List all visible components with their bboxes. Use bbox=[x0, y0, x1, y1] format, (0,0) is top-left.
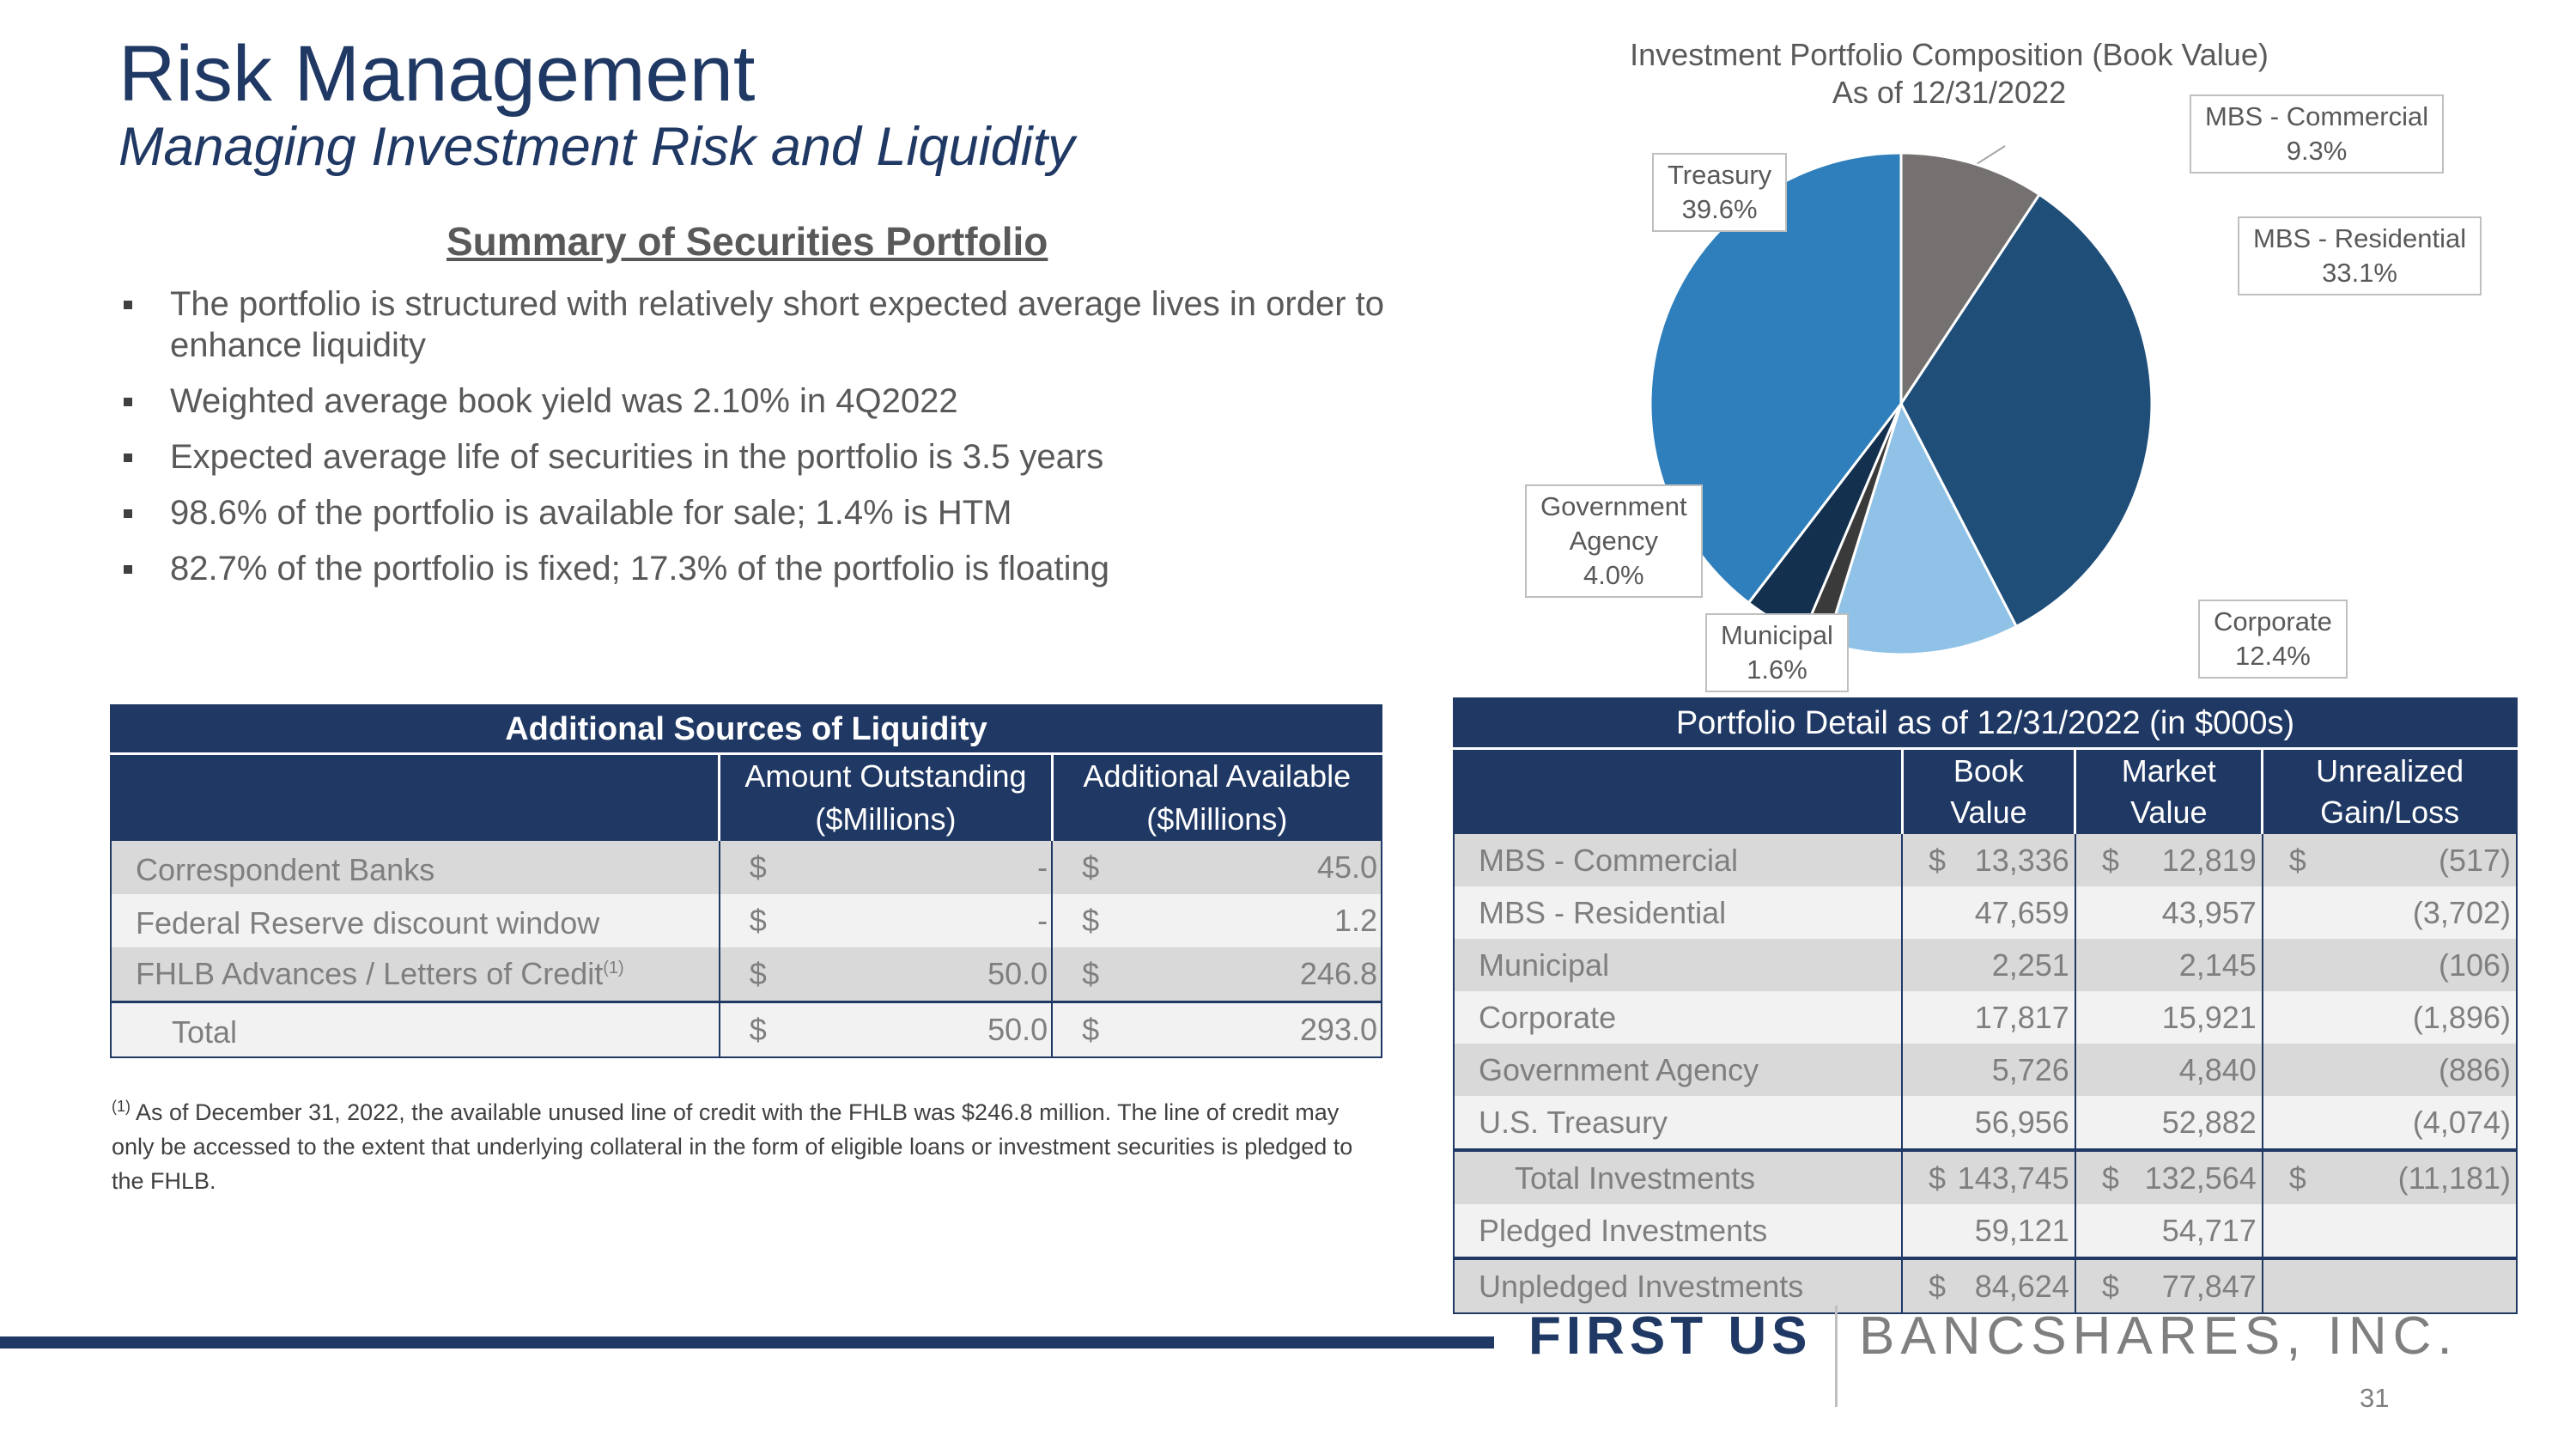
dollar-sign bbox=[2263, 1204, 2306, 1258]
dollar-sign bbox=[2263, 1044, 2306, 1096]
dollar-sign bbox=[2263, 939, 2306, 991]
page-title: Risk Management bbox=[118, 30, 756, 118]
dollar-sign: $ bbox=[720, 1002, 767, 1058]
dollar-sign bbox=[2263, 886, 2306, 939]
unrealized-gain-loss: (517) bbox=[2306, 834, 2517, 886]
callout-mbs-commercial: MBS - Commercial 9.3% bbox=[2190, 94, 2444, 174]
liquidity-table bbox=[110, 704, 1382, 1058]
dollar-sign: $ bbox=[2075, 1258, 2119, 1313]
book-value: 17,817 bbox=[1946, 991, 2075, 1044]
additional-available: 246.8 bbox=[1099, 947, 1382, 1002]
bullet-item: 98.6% of the portfolio is available for sale; 1.4% is HTM bbox=[118, 492, 1406, 533]
bullet-item: 82.7% of the portfolio is fixed; 17.3% of the portfolio is floating bbox=[118, 548, 1406, 589]
unrealized-gain-loss: (886) bbox=[2306, 1044, 2517, 1096]
dollar-sign bbox=[1902, 991, 1946, 1044]
book-value: 2,251 bbox=[1946, 939, 2075, 991]
amount-outstanding: 50.0 bbox=[767, 947, 1052, 1002]
table-row bbox=[1454, 1150, 2517, 1204]
dollar-sign bbox=[1902, 1204, 1946, 1258]
table-row bbox=[111, 894, 1382, 947]
dollar-sign: $ bbox=[1052, 894, 1099, 947]
row-label: Federal Reserve discount window bbox=[111, 894, 720, 947]
logo-separator bbox=[1835, 1306, 1838, 1407]
callout-mbs-residential: MBS - Residential 33.1% bbox=[2238, 216, 2482, 295]
portfolio-header-blank bbox=[1454, 749, 1902, 835]
bullet-item: Weighted average book yield was 2.10% in 4Q2022 bbox=[118, 381, 1406, 422]
book-value: 59,121 bbox=[1946, 1204, 2075, 1258]
book-value: 84,624 bbox=[1946, 1258, 2075, 1313]
summary-heading: Summary of Securities Portfolio bbox=[447, 219, 1048, 264]
callout-municipal: Municipal 1.6% bbox=[1705, 613, 1849, 692]
callout-corporate: Corporate 12.4% bbox=[2198, 600, 2348, 679]
dollar-sign: $ bbox=[720, 894, 767, 947]
portfolio-header-book: Book Value bbox=[1902, 749, 2075, 835]
table-row bbox=[1454, 1204, 2517, 1258]
book-value: 47,659 bbox=[1946, 886, 2075, 939]
row-label: MBS - Residential bbox=[1454, 886, 1902, 939]
dollar-sign: $ bbox=[1902, 834, 1946, 886]
book-value: 13,336 bbox=[1946, 834, 2075, 886]
market-value: 12,819 bbox=[2119, 834, 2263, 886]
dollar-sign: $ bbox=[2075, 834, 2119, 886]
row-label: Correspondent Banks bbox=[111, 841, 720, 894]
additional-available: 1.2 bbox=[1099, 894, 1382, 947]
dollar-sign bbox=[2075, 1204, 2119, 1258]
market-value: 43,957 bbox=[2119, 886, 2263, 939]
book-value: 56,956 bbox=[1946, 1096, 2075, 1150]
amount-outstanding: - bbox=[767, 894, 1052, 947]
chart-title: Investment Portfolio Composition (Book Value) As of 12/31/2022 bbox=[1630, 37, 2269, 110]
table-row bbox=[111, 947, 1382, 1002]
row-label: FHLB Advances / Letters of Credit$^{(1)}$ bbox=[111, 947, 720, 1002]
dollar-sign: $ bbox=[1052, 947, 1099, 1002]
table-row bbox=[1454, 1096, 2517, 1150]
summary-bullet-list bbox=[118, 283, 1406, 604]
liquidity-header-available: Additional Available ($Millions) bbox=[1052, 754, 1382, 842]
row-label: MBS - Commercial bbox=[1454, 834, 1902, 886]
callout-treasury: Treasury 39.6% bbox=[1652, 153, 1787, 232]
portfolio-header-gain: Unrealized Gain/Loss bbox=[2263, 749, 2517, 835]
unrealized-gain-loss bbox=[2306, 1204, 2517, 1258]
market-value: 15,921 bbox=[2119, 991, 2263, 1044]
additional-available: 45.0 bbox=[1099, 841, 1382, 894]
portfolio-detail-table bbox=[1453, 697, 2518, 1314]
additional-available: 293.0 bbox=[1099, 1002, 1382, 1058]
market-value: 2,145 bbox=[2119, 939, 2263, 991]
row-label: Pledged Investments bbox=[1454, 1204, 1902, 1258]
dollar-sign bbox=[2075, 886, 2119, 939]
liquidity-header-outstanding: Amount Outstanding ($Millions) bbox=[720, 754, 1052, 842]
liquidity-table-caption: Additional Sources of Liquidity bbox=[111, 705, 1382, 754]
row-label: Unpledged Investments bbox=[1454, 1258, 1902, 1313]
dollar-sign: $ bbox=[1902, 1258, 1946, 1313]
dollar-sign bbox=[1902, 939, 1946, 991]
market-value: 52,882 bbox=[2119, 1096, 2263, 1150]
dollar-sign: $ bbox=[1052, 841, 1099, 894]
table-row bbox=[1454, 834, 2517, 886]
unrealized-gain-loss: (106) bbox=[2306, 939, 2517, 991]
table-row bbox=[1454, 1044, 2517, 1096]
dollar-sign bbox=[1902, 1096, 1946, 1150]
row-label: U.S. Treasury bbox=[1454, 1096, 1902, 1150]
row-label: Municipal bbox=[1454, 939, 1902, 991]
row-label: Corporate bbox=[1454, 991, 1902, 1044]
amount-outstanding: 50.0 bbox=[767, 1002, 1052, 1058]
table-row bbox=[1454, 991, 2517, 1044]
callout-government-agency: Government Agency 4.0% bbox=[1525, 484, 1703, 598]
bullet-item: Expected average life of securities in the portfolio is 3.5 years bbox=[118, 436, 1406, 478]
market-value: 77,847 bbox=[2119, 1258, 2263, 1313]
market-value: 132,564 bbox=[2119, 1150, 2263, 1204]
unrealized-gain-loss: (4,074) bbox=[2306, 1096, 2517, 1150]
dollar-sign: $ bbox=[720, 841, 767, 894]
dollar-sign: $ bbox=[1052, 1002, 1099, 1058]
market-value: 4,840 bbox=[2119, 1044, 2263, 1096]
dollar-sign bbox=[2263, 991, 2306, 1044]
unrealized-gain-loss: (3,702) bbox=[2306, 886, 2517, 939]
table-row bbox=[1454, 939, 2517, 991]
dollar-sign bbox=[1902, 886, 1946, 939]
dollar-sign bbox=[2075, 939, 2119, 991]
row-label: Total bbox=[111, 1002, 720, 1058]
dollar-sign: $ bbox=[2263, 834, 2306, 886]
book-value: 143,745 bbox=[1946, 1150, 2075, 1204]
logo-first-us: FIRST US bbox=[1528, 1306, 1813, 1366]
market-value: 54,717 bbox=[2119, 1204, 2263, 1258]
dollar-sign bbox=[2075, 991, 2119, 1044]
dollar-sign bbox=[1902, 1044, 1946, 1096]
amount-outstanding: - bbox=[767, 841, 1052, 894]
dollar-sign bbox=[2075, 1096, 2119, 1150]
table-row bbox=[1454, 886, 2517, 939]
table-row bbox=[111, 841, 1382, 894]
dollar-sign: $ bbox=[2075, 1150, 2119, 1204]
dollar-sign: $ bbox=[720, 947, 767, 1002]
unrealized-gain-loss: (1,896) bbox=[2306, 991, 2517, 1044]
page-number: 31 bbox=[2360, 1383, 2390, 1413]
dollar-sign bbox=[2075, 1044, 2119, 1096]
row-label: Total Investments bbox=[1454, 1150, 1902, 1204]
liquidity-footnote: $^{(1)}$ As of December 31, 2022, the available unused line of credit with the FHLB was $246.8 million. The line of credit may only be accessed to the extent that underlying collateral in the form of eligible loans or investment securities is pledged to the FHLB. bbox=[112, 1098, 1353, 1194]
liquidity-header-blank bbox=[111, 754, 720, 842]
dollar-sign bbox=[2263, 1096, 2306, 1150]
row-label: Government Agency bbox=[1454, 1044, 1902, 1096]
portfolio-table-caption: Portfolio Detail as of 12/31/2022 (in $000s) bbox=[1454, 698, 2517, 749]
footer-rule bbox=[0, 1336, 1494, 1349]
bullet-item: The portfolio is structured with relatively short expected average lives in order to enhance liquidity bbox=[118, 283, 1406, 366]
page-subtitle: Managing Investment Risk and Liquidity bbox=[118, 117, 1075, 177]
unrealized-gain-loss: (11,181) bbox=[2306, 1150, 2517, 1204]
dollar-sign: $ bbox=[1902, 1150, 1946, 1204]
portfolio-header-market: Market Value bbox=[2075, 749, 2263, 835]
table-row-total bbox=[111, 1002, 1382, 1058]
book-value: 5,726 bbox=[1946, 1044, 2075, 1096]
logo-bancshares: BANCSHARES, INC. bbox=[1859, 1306, 2458, 1366]
dollar-sign: $ bbox=[2263, 1150, 2306, 1204]
